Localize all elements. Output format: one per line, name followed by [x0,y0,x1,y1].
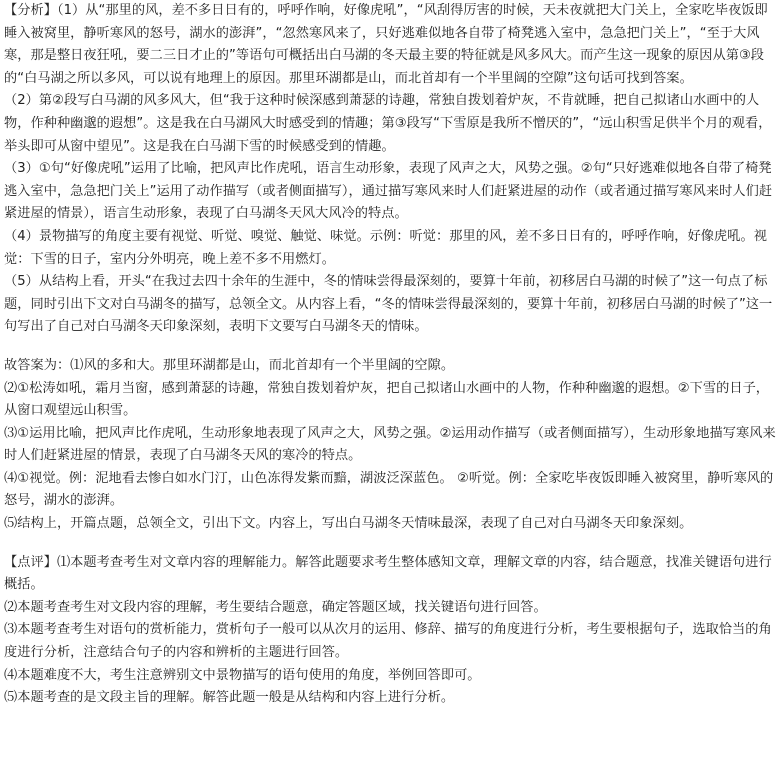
answer-line-4: ⑷①视觉。例：泥地看去惨白如水门汀，山色冻得发紫而黯，湖波泛深蓝色。 ②听觉。例：全家吃毕夜饭即睡入被窝里，静听寒风的怒号，湖水的澎湃。 [4,470,774,509]
analysis-paragraph-1: 【分析】（1）从“那里的风，差不多日日有的，呼呼作响，好像虎吼”，“风刮得厉害的时候，天未夜就把大门关上，全家吃毕夜饭即睡入被窝里，静听寒风的怒号，湖水的澎湃”，“忽然寒风来了，只好逃难似地各自带了椅凳逃入室中，急急把门关上”，“至于大风寒，那是整日夜狂吼，要二三日才止的”等语句可概括出白马湖的冬天最主要的特征就是风多风大。而产生这一现象的原因从第③段的“白马湖之所以多风，可以说有地理上的原因。那里环湖都是山，而北首却有一个半里阔的空隙”这句话可找到答案。 [4,3,768,86]
comment-line-3: ⑶本题考查考生对语句的赏析能力，赏析句子一般可以从次月的运用、修辞、描写的角度进行分析，考生要根据句子，选取恰当的角度进行分析，注意结合句子的内容和辨析的主题进行回答。 [4,622,772,661]
comment-line-2: ⑵本题考查考生对文段内容的理解，考生要结合题意，确定答题区域，找关键语句进行回答。 [4,599,547,615]
answer-line-3: ⑶①运用比喻，把风声比作虎吼，生动形象地表现了风声之大，风势之强。②运用动作描写（或者侧面描写），生动形象地描写寒风来时人们赶紧进屋的情景，表现了白马湖冬天风的寒冷的特点。 [4,425,776,464]
analysis-paragraph-3: （3）①句“好像虎吼”运用了比喻，把风声比作虎吼，语言生动形象，表现了风声之大，风势之强。②句“只好逃难似地各自带了椅凳逃入室中，急急把门关上”运用了动作描写（或者侧面描写），通过描写寒风来时人们赶紧进屋的动作（或者通过描写寒风来时人们赶紧进屋的情景），语言生动形象，表现了白马湖冬天风大风冷的特点。 [4,161,773,222]
answer-line-1: 故答案为：⑴风的多和大。那里环湖都是山，而北首却有一个半里阔的空隙。 [4,357,455,373]
answer-line-5: ⑸结构上，开篇点题，总领全文，引出下文。内容上，写出白马湖冬天情味最深，表现了自己对白马湖冬天印象深刻。 [4,516,693,532]
comment-line-5: ⑸本题考查的是文段主旨的理解。解答此题一般是从结构和内容上进行分析。 [4,690,455,706]
analysis-paragraph-2: （2）第②段写白马湖的风多风大，但“我于这种时候深感到萧瑟的诗趣，常独自拨划着炉灰，不肯就睡，把自己拟诸山水画中的人物，作种种幽邈的遐想”。这是我在白马湖风大时感受到的情趣；第③段写“下雪原是我所不憎厌的”，“远山积雪足供半个月的观看，举头即可从窗中望见”。这是我在白马湖下雪的时候感受到的情趣。 [4,93,772,154]
analysis-paragraph-5: （5）从结构上看，开头“在我过去四十余年的生涯中，冬的情味尝得最深刻的，要算十年前，初移居白马湖的时候了”这一句点了标题，同时引出下文对白马湖冬的描写，总领全文。从内容上看，“冬的情味尝得最深刻的，要算十年前，初移居白马湖的时候了”这一句写出了自己对白马湖冬天印象深刻，表明下文要写白马湖冬天的情味。 [4,274,773,335]
comment-line-1: 【点评】⑴本题考查考生对文章内容的理解能力。解答此题要求考生整体感知文章，理解文章的内容，结合题意，找准关键语句进行概括。 [4,554,772,593]
section-spacer [4,536,776,552]
analysis-paragraph-4: （4）景物描写的角度主要有视觉、听觉、嗅觉、触觉、味觉。示例：听觉：那里的风，差不多日日有的，呼呼作响，好像虎吼。视觉：下雪的日子，室内分外明亮，晚上差不多不用燃灯。 [4,228,767,267]
answer-line-2: ⑵①松涛如吼，霜月当窗，感到萧瑟的诗趣，常独自拨划着炉灰，把自己拟诸山水画中的人物，作种种幽邈的遐想。②下雪的日子，从窗口观望远山积雪。 [4,380,770,419]
section-spacer [4,339,776,355]
comment-line-4: ⑷本题难度不大，考生注意辨别文中景物描写的语句使用的角度，举例回答即可。 [4,667,481,683]
